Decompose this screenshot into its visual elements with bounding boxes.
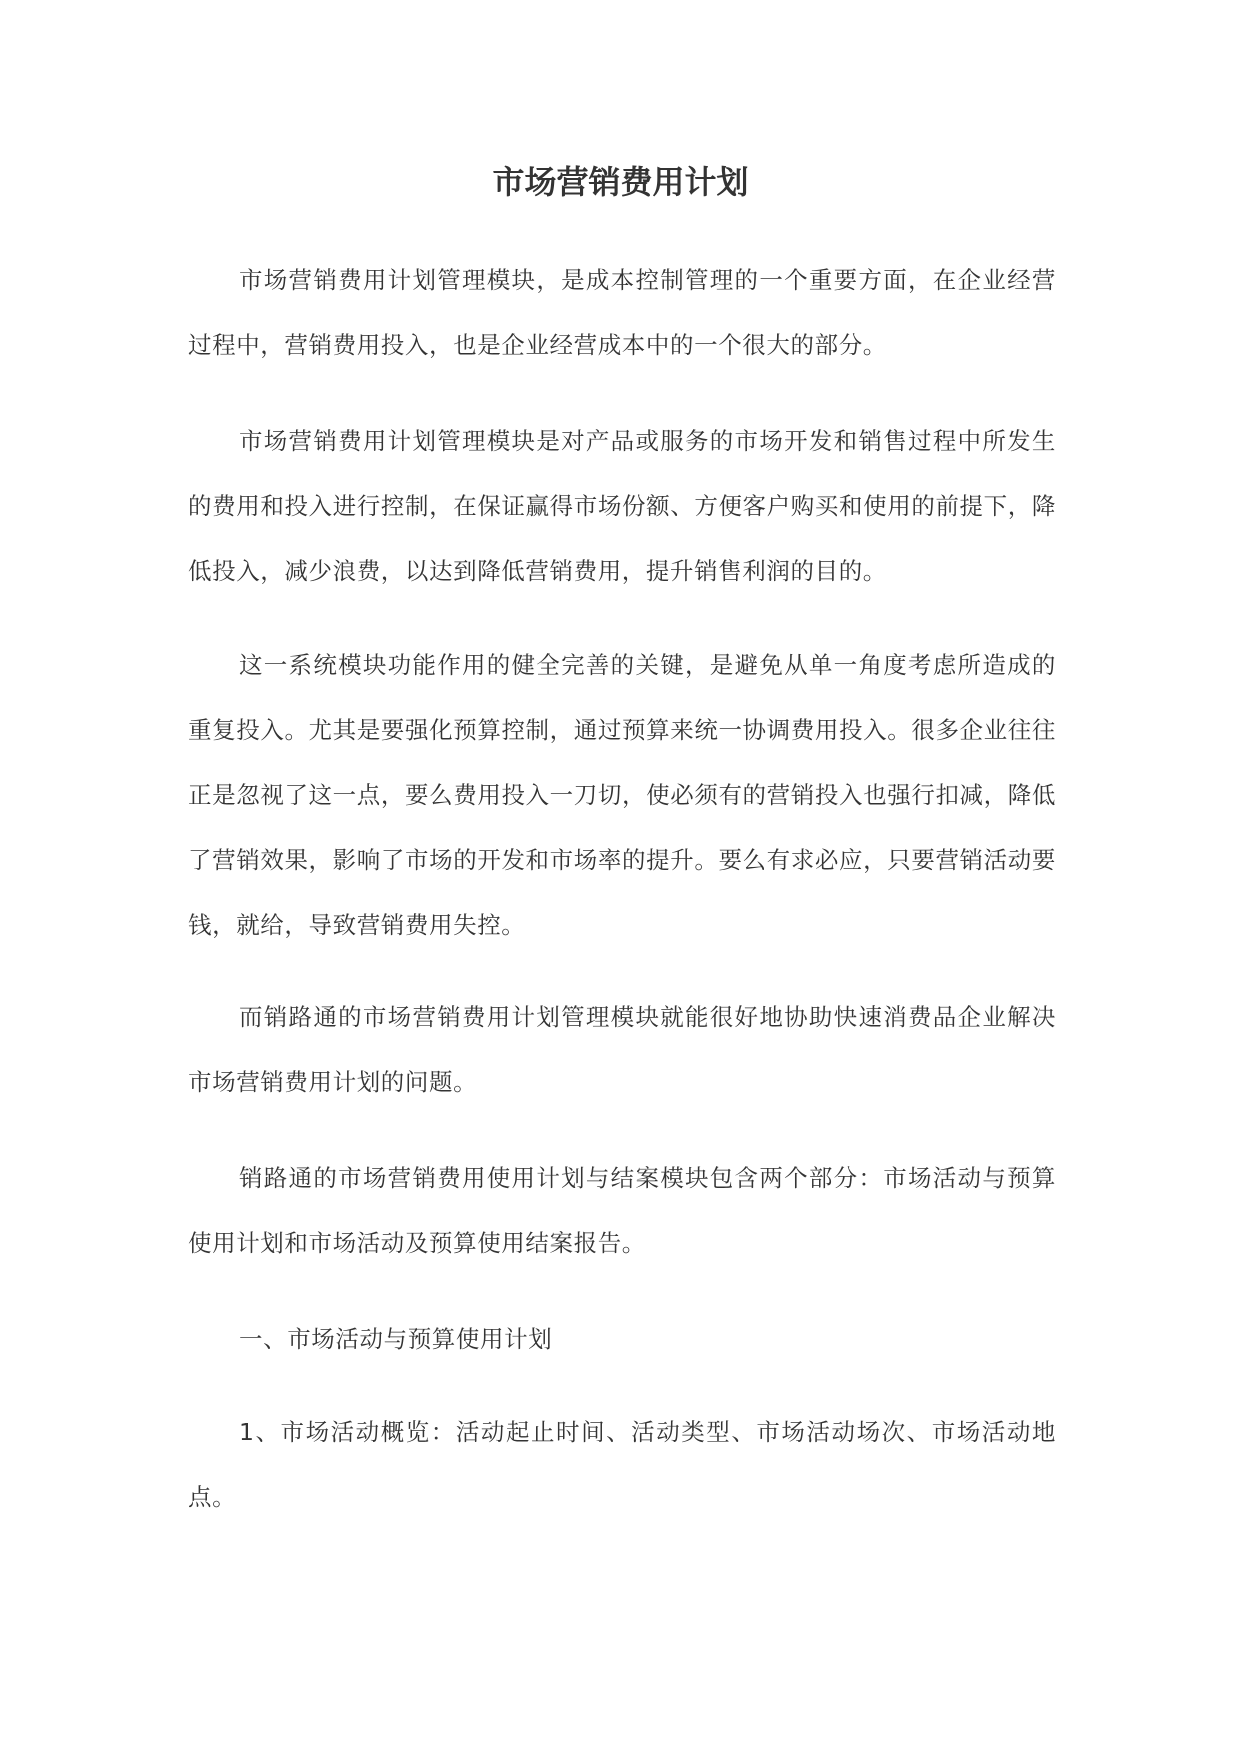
paragraph-definition: 市场营销费用计划管理模块是对产品或服务的市场开发和销售过程中所发生的费用和投入进行控制，在保证赢得市场份额、方便客户购买和使用的前提下，降低投入，减少浪费，以达到降低营销费用，提升销售利润的目的。 — [188, 427, 1056, 585]
section-heading: 一、市场活动与预算使用计划 — [239, 1325, 553, 1353]
document-title: 市场营销费用计划 — [492, 163, 749, 201]
paragraph-intro: 市场营销费用计划管理模块，是成本控制管理的一个重要方面，在企业经营过程中，营销费用投入，也是企业经营成本中的一个很大的部分。 — [188, 266, 1056, 359]
list-item: 1、市场活动概览：活动起止时间、活动类型、市场活动场次、市场活动地点。 — [188, 1418, 1056, 1511]
paragraph-solution: 而销路通的市场营销费用计划管理模块就能很好地协助快速消费品企业解决市场营销费用计划的问题。 — [188, 1003, 1056, 1096]
paragraph-module-parts: 销路通的市场营销费用使用计划与结案模块包含两个部分：市场活动与预算使用计划和市场活动及预算使用结案报告。 — [188, 1164, 1056, 1257]
paragraph-key-point: 这一系统模块功能作用的健全完善的关键，是避免从单一角度考虑所造成的重复投入。尤其是要强化预算控制，通过预算来统一协调费用投入。很多企业往往正是忽视了这一点，要么费用投入一刀切，使必须有的营销投入也强行扣减，降低了营销效果，影响了市场的开发和市场率的提升。要么有求必应，只要营销活动要钱，就给，导致营销费用失控。 — [188, 651, 1056, 939]
